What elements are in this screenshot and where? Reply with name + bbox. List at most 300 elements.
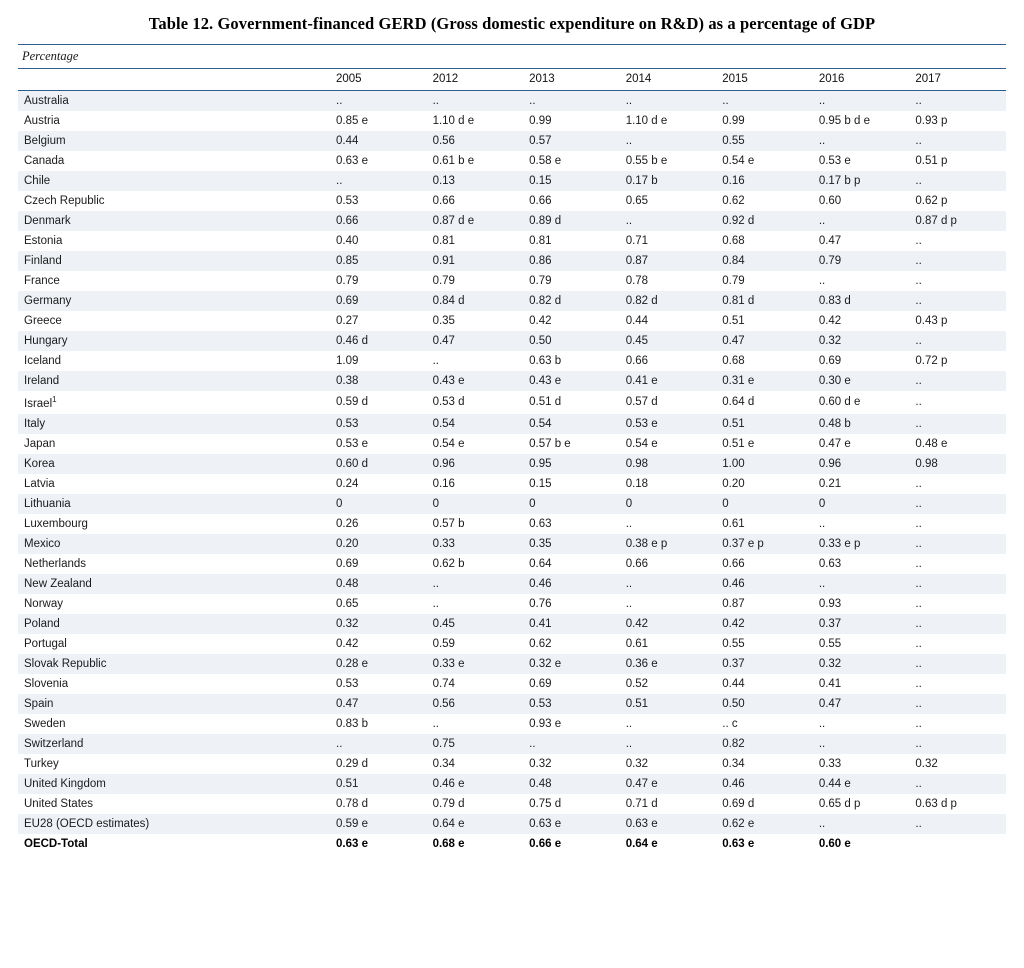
row-value-2014: 0.66: [625, 355, 649, 367]
row-value-2014: 0.17 b: [620, 171, 717, 191]
table-row: [18, 514, 1006, 534]
row-value-2005: 0.83 b: [336, 717, 368, 730]
row-value-2016: ..: [818, 275, 826, 287]
row-value-2017: 0.43 p: [915, 315, 948, 327]
table-row: [18, 694, 1006, 714]
row-value-2005: 0.78 d: [336, 797, 368, 810]
row-value-2013: 0.95: [523, 454, 620, 474]
row-value-2012: 0.33 e: [427, 654, 524, 674]
row-country-label: Slovak Republic: [18, 654, 330, 674]
row-value-2013: 0.15: [523, 171, 620, 191]
row-value-2012: ..: [427, 574, 524, 594]
row-value-2015: 0.64 d: [722, 396, 755, 409]
row-value-2012: 0.54: [427, 414, 524, 434]
row-value-2013: 0.66: [529, 195, 552, 207]
row-value-2014: 0.63 e: [620, 814, 717, 834]
row-value-2016: 0.17 b p: [813, 171, 910, 191]
row-value-2016: ..: [813, 131, 910, 151]
row-value-2012: ..: [432, 355, 439, 367]
row-value-2013: 0.75 d: [529, 797, 562, 810]
row-value-2016: 0.96: [813, 454, 910, 474]
row-value-2015: 0.54 e: [722, 155, 755, 167]
row-value-2017: ..: [909, 371, 1006, 391]
column-header-2005: 2005: [330, 69, 427, 91]
row-value-2013: 0.50: [523, 331, 620, 351]
table-row: [18, 311, 1006, 331]
row-value-2017: ..: [909, 414, 1006, 434]
row-value-2013: 0.66 e: [529, 837, 562, 850]
row-value-2014: 0.65: [625, 195, 649, 207]
row-value-2016: 0.37: [813, 614, 910, 634]
row-value-2016: 0.55: [818, 637, 842, 650]
row-value-2012: 0.79 d: [432, 797, 465, 810]
row-value-2012: 0.33: [427, 534, 524, 554]
row-value-2005: 0.69: [336, 557, 359, 570]
table-row: [18, 534, 1006, 554]
row-value-2015: 0.99: [722, 115, 745, 127]
row-value-2012: 1.10 d e: [432, 115, 475, 127]
row-value-2017: ..: [909, 654, 1006, 674]
row-value-2016: ..: [813, 734, 910, 754]
row-value-2013: 0.43 e: [523, 371, 620, 391]
row-value-2005: 0.59 d: [336, 396, 368, 409]
row-value-2013: 0.32 e: [523, 654, 620, 674]
table-row: [18, 674, 1006, 694]
row-value-2005: 0.51: [330, 774, 427, 794]
row-value-2017: ..: [915, 517, 922, 530]
row-value-2017: ..: [915, 677, 922, 690]
row-country-label: France: [24, 275, 60, 287]
row-value-2013: 0.32: [529, 757, 552, 770]
row-country-label: Spain: [18, 694, 330, 714]
row-value-2016: 0.30 e: [813, 371, 910, 391]
row-value-2012: 0.34: [432, 757, 455, 770]
row-value-2016: ..: [818, 517, 826, 530]
row-value-2016: ..: [813, 814, 910, 834]
row-value-2005: 0.53: [336, 195, 359, 207]
row-value-2016: 0.60 e: [818, 837, 851, 850]
row-value-2013: 0.62: [529, 637, 552, 650]
row-value-2014: 0.54 e: [625, 437, 658, 450]
table-row: [18, 151, 1006, 171]
column-header-2016: 2016: [813, 69, 910, 91]
row-value-2017: ..: [909, 774, 1006, 794]
row-value-2014: 0.71 d: [625, 797, 658, 810]
page-title: Table 12. Government-financed GERD (Gross domestic expenditure on R&D) as a percentage of GDP: [148, 14, 876, 33]
row-value-2015: 0.47: [716, 331, 813, 351]
row-country-label: Finland: [18, 251, 330, 271]
row-value-2013: 0.63 b: [529, 355, 562, 367]
row-country-label: Luxembourg: [24, 517, 88, 530]
table-row: [18, 834, 1006, 854]
row-value-2012: 0.87 d e: [427, 211, 524, 231]
row-value-2016: 0.41: [818, 677, 842, 690]
row-value-2005: 0.24: [336, 477, 359, 490]
row-value-2012: 0.84 d: [427, 291, 524, 311]
table-row: [18, 614, 1006, 634]
table-row: [18, 191, 1006, 211]
table-row: [18, 371, 1006, 391]
row-value-2016: ..: [813, 91, 910, 112]
row-value-2014: 0.45: [620, 331, 717, 351]
row-value-2013: 0.42: [529, 315, 552, 327]
row-value-2012: 0.13: [427, 171, 524, 191]
table-row: [18, 171, 1006, 191]
table-row: [18, 111, 1006, 131]
column-header-2013: 2013: [523, 69, 620, 91]
row-country-label: Poland: [18, 614, 330, 634]
table-row: [18, 594, 1006, 614]
row-value-2017: 0.72 p: [915, 355, 948, 367]
row-value-2017: ..: [915, 235, 922, 247]
row-value-2012: 0.61 b e: [432, 155, 475, 167]
table-row: [18, 454, 1006, 474]
row-value-2013: 0.79: [529, 275, 552, 287]
table-row: [18, 211, 1006, 231]
row-value-2013: 0.46: [523, 574, 620, 594]
row-value-2013: 0.86: [523, 251, 620, 271]
row-value-2005: 0.85: [330, 251, 427, 271]
row-value-2012: 0.81: [432, 235, 455, 247]
column-header-2015: 2015: [716, 69, 813, 91]
row-value-2017: 0.48 e: [915, 437, 948, 450]
row-country-label: Norway: [24, 597, 63, 610]
row-value-2005: 1.09: [336, 355, 359, 367]
table-row: [18, 554, 1006, 574]
table-header: [18, 69, 1006, 91]
row-value-2013: 0.63 e: [523, 814, 620, 834]
row-value-2014: 0.71: [625, 235, 649, 247]
row-value-2014: 0.98: [620, 454, 717, 474]
row-country-label: Austria: [24, 115, 60, 127]
row-country-label: EU28 (OECD estimates): [18, 814, 330, 834]
row-country-label: Estonia: [24, 235, 63, 247]
row-country-label: Israel$^1$: [24, 395, 57, 410]
row-value-2005: 0.60 d: [330, 454, 427, 474]
row-value-2013: 0.99: [529, 115, 552, 127]
row-value-2017: ..: [909, 91, 1006, 112]
row-value-2012: 0.35: [432, 315, 455, 327]
row-value-2005: 0.46 d: [330, 331, 427, 351]
row-value-2014: 1.10 d e: [625, 115, 668, 127]
row-value-2005: 0.66: [330, 211, 427, 231]
row-value-2005: 0.42: [336, 637, 359, 650]
row-value-2015: 1.00: [716, 454, 813, 474]
row-country-label: OECD-Total: [24, 837, 88, 850]
row-country-label: Latvia: [24, 477, 55, 490]
row-value-2015: 0.46: [716, 574, 813, 594]
row-value-2014: 0: [620, 494, 717, 514]
row-value-2013: 0.64: [529, 557, 552, 570]
row-value-2015: 0.87: [722, 597, 745, 610]
row-value-2013: 0.76: [529, 597, 552, 610]
row-value-2016: 0: [813, 494, 910, 514]
row-value-2017: ..: [909, 291, 1006, 311]
row-value-2014: 0.41 e: [620, 371, 717, 391]
row-country-label: Ireland: [18, 371, 330, 391]
row-value-2015: 0.55: [722, 637, 745, 650]
row-value-2005: ..: [330, 171, 427, 191]
row-value-2005: 0: [330, 494, 427, 514]
row-value-2013: 0.54: [523, 414, 620, 434]
row-country-label: Iceland: [24, 355, 62, 367]
row-value-2012: 0.68 e: [432, 837, 465, 850]
row-value-2012: 0.45: [427, 614, 524, 634]
row-value-2017: ..: [909, 734, 1006, 754]
row-value-2017: ..: [909, 574, 1006, 594]
row-value-2005: 0.32: [330, 614, 427, 634]
table-row: [18, 434, 1006, 454]
row-value-2016: 0.44 e: [813, 774, 910, 794]
row-value-2017: ..: [915, 717, 922, 730]
row-value-2015: 0.34: [722, 757, 745, 770]
row-value-2014: 0.38 e p: [620, 534, 717, 554]
table-row: [18, 291, 1006, 311]
row-country-label: Czech Republic: [24, 195, 105, 207]
row-country-label: Denmark: [18, 211, 330, 231]
row-value-2005: 0.29 d: [336, 757, 368, 770]
row-value-2016: 0.93: [818, 597, 842, 610]
row-country-label: Turkey: [24, 757, 59, 770]
row-value-2016: 0.69: [818, 355, 842, 367]
row-value-2016: 0.60 d e: [818, 396, 861, 409]
row-value-2015: 0.20: [722, 477, 745, 490]
table-row: [18, 494, 1006, 514]
row-value-2016: 0.79: [813, 251, 910, 271]
row-value-2015: 0.51 e: [722, 437, 755, 450]
row-value-2017: ..: [915, 477, 922, 490]
table-row: [18, 634, 1006, 654]
row-country-label: Chile: [18, 171, 330, 191]
column-header-2017: 2017: [909, 69, 1006, 91]
row-value-2017: ..: [909, 694, 1006, 714]
row-country-label: Hungary: [18, 331, 330, 351]
row-value-2015: 0.62: [722, 195, 745, 207]
row-value-2015: .. c: [722, 717, 738, 730]
table-row: [18, 734, 1006, 754]
row-value-2013: 0.57: [523, 131, 620, 151]
row-value-2015: 0.79: [722, 275, 745, 287]
row-value-2014: 0.32: [625, 757, 649, 770]
row-value-2017: ..: [915, 597, 922, 610]
row-value-2012: ..: [427, 91, 524, 112]
row-value-2012: ..: [432, 717, 439, 730]
row-value-2005: 0.79: [336, 275, 359, 287]
row-value-2005: 0.85 e: [336, 115, 368, 127]
row-value-2014: ..: [625, 597, 633, 610]
row-value-2005: 0.53 e: [336, 437, 368, 450]
table-row: [18, 654, 1006, 674]
row-value-2017: ..: [909, 331, 1006, 351]
row-value-2015: ..: [716, 91, 813, 112]
row-value-2017: ..: [909, 534, 1006, 554]
row-value-2012: 0.91: [427, 251, 524, 271]
row-value-2012: 0.57 b: [432, 517, 465, 530]
row-value-2014: ..: [620, 211, 717, 231]
row-country-label: Canada: [24, 155, 65, 167]
row-value-2013: 0.63: [529, 517, 552, 530]
table-row: [18, 271, 1006, 291]
row-value-2016: 0.95 b d e: [818, 115, 870, 127]
row-value-2005: 0.40: [336, 235, 359, 247]
row-value-2005: 0.63 e: [336, 155, 368, 167]
row-value-2012: 0.53 d: [432, 396, 465, 409]
row-value-2014: 0.78: [625, 275, 649, 287]
row-value-2014: 0.61: [625, 637, 649, 650]
row-value-2015: 0.92 d: [716, 211, 813, 231]
row-value-2014: 0.57 d: [625, 396, 658, 409]
row-value-2014: 0.53 e: [620, 414, 717, 434]
row-country-label: Korea: [18, 454, 330, 474]
row-value-2012: 0.75: [427, 734, 524, 754]
row-country-label: Slovenia: [24, 677, 69, 690]
table-row: [18, 474, 1006, 494]
row-value-2005: 0.59 e: [330, 814, 427, 834]
row-country-label: Greece: [24, 315, 62, 327]
row-value-2012: 0.54 e: [432, 437, 465, 450]
row-value-2015: 0.68: [722, 235, 745, 247]
row-value-2012: ..: [432, 597, 439, 610]
table-row: [18, 131, 1006, 151]
table-row: [18, 774, 1006, 794]
table-header-row: [18, 69, 1006, 91]
row-value-2017: ..: [915, 396, 922, 409]
footnote-marker: 1: [52, 395, 57, 404]
row-value-2017: 0.63 d p: [915, 797, 957, 810]
row-value-2012: 0.96: [427, 454, 524, 474]
row-value-2014: 0.55 b e: [625, 155, 668, 167]
row-value-2013: 0.81: [529, 235, 552, 247]
row-value-2014: ..: [625, 717, 633, 730]
row-value-2013: 0.51 d: [529, 396, 562, 409]
row-value-2016: 0.65 d p: [818, 797, 861, 810]
row-value-2005: 0.48: [330, 574, 427, 594]
row-value-2017: ..: [909, 814, 1006, 834]
row-country-label: Netherlands: [24, 557, 87, 570]
column-header-2012: 2012: [427, 69, 524, 91]
row-value-2015: 0.16: [716, 171, 813, 191]
row-value-2016: 0.47: [818, 235, 842, 247]
row-value-2015: 0.62 e: [716, 814, 813, 834]
row-country-label: Mexico: [18, 534, 330, 554]
row-value-2014: ..: [620, 734, 717, 754]
table-row: [18, 391, 1006, 414]
row-value-2005: ..: [330, 734, 427, 754]
column-header-2014: 2014: [620, 69, 717, 91]
row-value-2012: 0.79: [432, 275, 455, 287]
row-value-2016: ..: [818, 717, 826, 730]
row-value-2016: 0.47 e: [818, 437, 851, 450]
row-value-2013: 0.35: [523, 534, 620, 554]
row-value-2017: 0.93 p: [915, 115, 948, 127]
row-value-2012: 0.16: [432, 477, 455, 490]
row-value-2016: 0.32: [813, 331, 910, 351]
row-value-2014: 0.42: [620, 614, 717, 634]
row-value-2005: 0.38: [330, 371, 427, 391]
row-value-2013: ..: [523, 91, 620, 112]
row-value-2017: ..: [915, 557, 922, 570]
row-value-2015: 0.81 d: [716, 291, 813, 311]
row-value-2015: 0.31 e: [716, 371, 813, 391]
row-value-2017: 0.87 d p: [909, 211, 1006, 231]
table-row: [18, 574, 1006, 594]
table-row: [18, 91, 1006, 112]
row-value-2014: 0.64 e: [625, 837, 658, 850]
row-value-2016: 0.63: [818, 557, 842, 570]
row-value-2017: 0.62 p: [915, 195, 948, 207]
row-value-2015: 0.66: [722, 557, 745, 570]
row-value-2015: 0.37: [716, 654, 813, 674]
row-value-2012: 0.59: [432, 637, 455, 650]
row-value-2015: 0.68: [722, 355, 745, 367]
row-value-2012: 0.56: [427, 694, 524, 714]
row-value-2017: 0.98: [909, 454, 1006, 474]
gerd-table: [18, 68, 1006, 854]
row-value-2005: 0.65: [336, 597, 359, 610]
row-value-2005: 0.27: [336, 315, 359, 327]
column-header-country: [18, 69, 330, 91]
row-value-2017: 0.51 p: [915, 155, 948, 167]
row-value-2013: 0.57 b e: [529, 437, 571, 450]
row-country-label: Germany: [18, 291, 330, 311]
row-value-2012: 0.74: [432, 677, 455, 690]
row-value-2005: 0.69: [330, 291, 427, 311]
row-value-2015: 0.50: [716, 694, 813, 714]
row-value-2014: ..: [620, 574, 717, 594]
row-value-2017: ..: [909, 494, 1006, 514]
table-row: [18, 794, 1006, 814]
row-value-2012: 0.64 e: [427, 814, 524, 834]
row-value-2005: 0.28 e: [330, 654, 427, 674]
row-value-2016: 0.48 b: [813, 414, 910, 434]
table-row: [18, 414, 1006, 434]
row-value-2017: [909, 834, 1006, 854]
row-value-2013: 0.82 d: [523, 291, 620, 311]
row-value-2017: ..: [909, 251, 1006, 271]
row-value-2013: 0.15: [529, 477, 552, 490]
row-value-2017: ..: [915, 637, 922, 650]
row-value-2014: 0.47 e: [620, 774, 717, 794]
row-value-2014: 0.66: [625, 557, 649, 570]
row-value-2014: 0.52: [625, 677, 649, 690]
table-row: [18, 331, 1006, 351]
table-body: [18, 91, 1006, 854]
row-country-label: Portugal: [24, 637, 67, 650]
row-value-2012: 0.47: [427, 331, 524, 351]
row-value-2015: 0.82: [716, 734, 813, 754]
row-value-2015: 0.69 d: [722, 797, 755, 810]
row-country-label: Belgium: [18, 131, 330, 151]
row-value-2005: 0.47: [330, 694, 427, 714]
row-value-2005: 0.63 e: [336, 837, 368, 850]
row-country-label: Lithuania: [18, 494, 330, 514]
row-value-2014: 0.51: [620, 694, 717, 714]
row-value-2013: 0.53: [523, 694, 620, 714]
row-value-2016: 0.60: [818, 195, 842, 207]
row-value-2015: 0.63 e: [722, 837, 755, 850]
row-value-2015: 0.46: [716, 774, 813, 794]
row-value-2005: ..: [330, 91, 427, 112]
row-value-2017: ..: [909, 131, 1006, 151]
row-country-label: Italy: [18, 414, 330, 434]
row-value-2013: 0.93 e: [529, 717, 562, 730]
row-value-2012: 0.62 b: [432, 557, 465, 570]
row-value-2015: 0.84: [716, 251, 813, 271]
row-value-2015: 0.44: [722, 677, 745, 690]
row-value-2012: 0.43 e: [427, 371, 524, 391]
row-value-2016: 0.83 d: [813, 291, 910, 311]
row-value-2013: 0.41: [523, 614, 620, 634]
